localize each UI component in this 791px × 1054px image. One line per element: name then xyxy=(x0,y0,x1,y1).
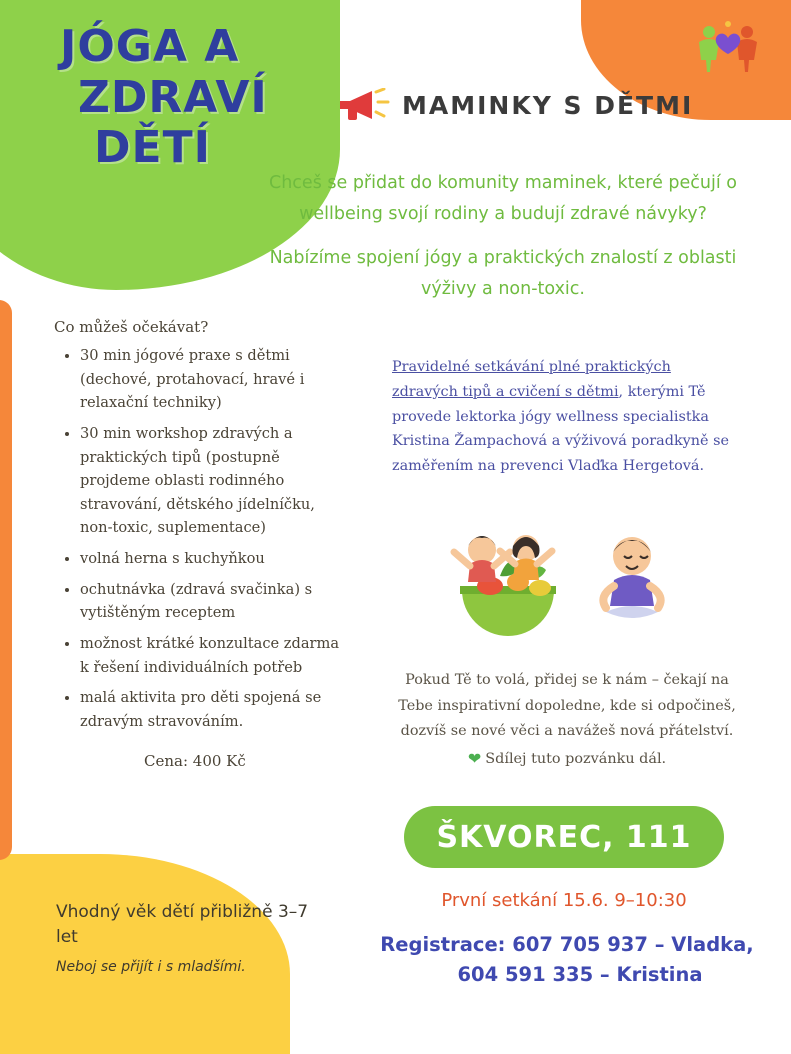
title-line-3: DĚTÍ xyxy=(94,122,211,174)
list-item: • 30 min workshop zdravých a praktických tipů (postupně projdeme oblasti rodinného stravování, dětského jídelníčku, non-toxic, suplementace) xyxy=(80,422,344,540)
orange-side-bar-shape xyxy=(0,300,12,860)
date-line: První setkání 15.6. 9–10:30 xyxy=(441,890,687,911)
expectations-block xyxy=(54,318,344,770)
location-cta-button[interactable] xyxy=(404,806,724,868)
list-item: • možnost krátké konzultace zdarma k řešení individuálních potřeb xyxy=(80,632,344,679)
kids-illustration xyxy=(400,516,730,646)
share-line xyxy=(382,745,752,773)
closing-line-1: Pokud Tě to volá, přidej se k nám – čekají na xyxy=(405,672,729,688)
closing-line-2: Tebe inspirativní dopoledne, kde si odpočineš, xyxy=(398,697,736,714)
heart-icon: ❤ xyxy=(467,748,482,768)
headline-row xyxy=(338,88,693,122)
list-item: • 30 min jógové praxe s dětmi (dechové, protahovací, hravé i relaxační techniky) xyxy=(80,344,344,415)
description-rest: , kterými Tě provede lektorka jógy wellness specialistka Kristina Žampachová a výživová poradkyně se zaměřením na prevenci Vlaďka Hergetová. xyxy=(392,383,730,475)
age-text: Vhodný věk dětí přibližně 3–7 let xyxy=(56,902,309,947)
intro-block xyxy=(258,168,748,319)
price-text: Cena: 400 Kč xyxy=(144,751,246,770)
location-label: ŠKVOREC, 111 xyxy=(436,819,692,855)
poster-title xyxy=(60,22,310,174)
registration-line-1[interactable]: Registrace: 607 705 937 – Vladka, xyxy=(380,933,754,956)
family-icon xyxy=(693,18,763,76)
age-note: Neboj se přijít i s mladšími. xyxy=(56,959,246,976)
description-underlined: Pravidelné setkávání plné praktických zdravých tipů a cvičení s dětmi xyxy=(392,359,671,400)
registration-line-2[interactable]: 604 591 335 – Kristina xyxy=(457,963,703,987)
expectations-heading: Co můžeš očekávat? xyxy=(54,318,209,336)
registration-block xyxy=(372,930,762,990)
list-item: • volná herna s kuchyňkou xyxy=(80,547,344,571)
intro-paragraph-2: Nabízíme spojení jógy a praktických znalostí z oblasti výživy a non-toxic. xyxy=(269,248,737,299)
closing-line-3: dozvíš se nové věci a navážeš nová přátelství. xyxy=(400,723,734,740)
title-line-1: JÓGA A xyxy=(60,21,240,72)
title-line-2: ZDRAVÍ xyxy=(78,71,268,123)
age-info-block xyxy=(56,900,316,975)
expectations-list xyxy=(54,344,344,734)
headline-text: MAMINKY S DĚTMI xyxy=(402,90,694,120)
description-block xyxy=(392,355,737,479)
share-text: Sdílej tuto pozvánku dál. xyxy=(485,750,667,767)
intro-paragraph-1: Chceš se přidat do komunity maminek, které pečují o wellbeing svojí rodiny a budují zdravé návyky? xyxy=(269,173,737,224)
list-item: • ochutnávka (zdravá svačinka) s vytištěným receptem xyxy=(80,578,344,625)
closing-block xyxy=(382,668,752,773)
list-item: • malá aktivita pro děti spojená se zdravým stravováním. xyxy=(80,686,344,733)
megaphone-icon xyxy=(338,88,390,122)
